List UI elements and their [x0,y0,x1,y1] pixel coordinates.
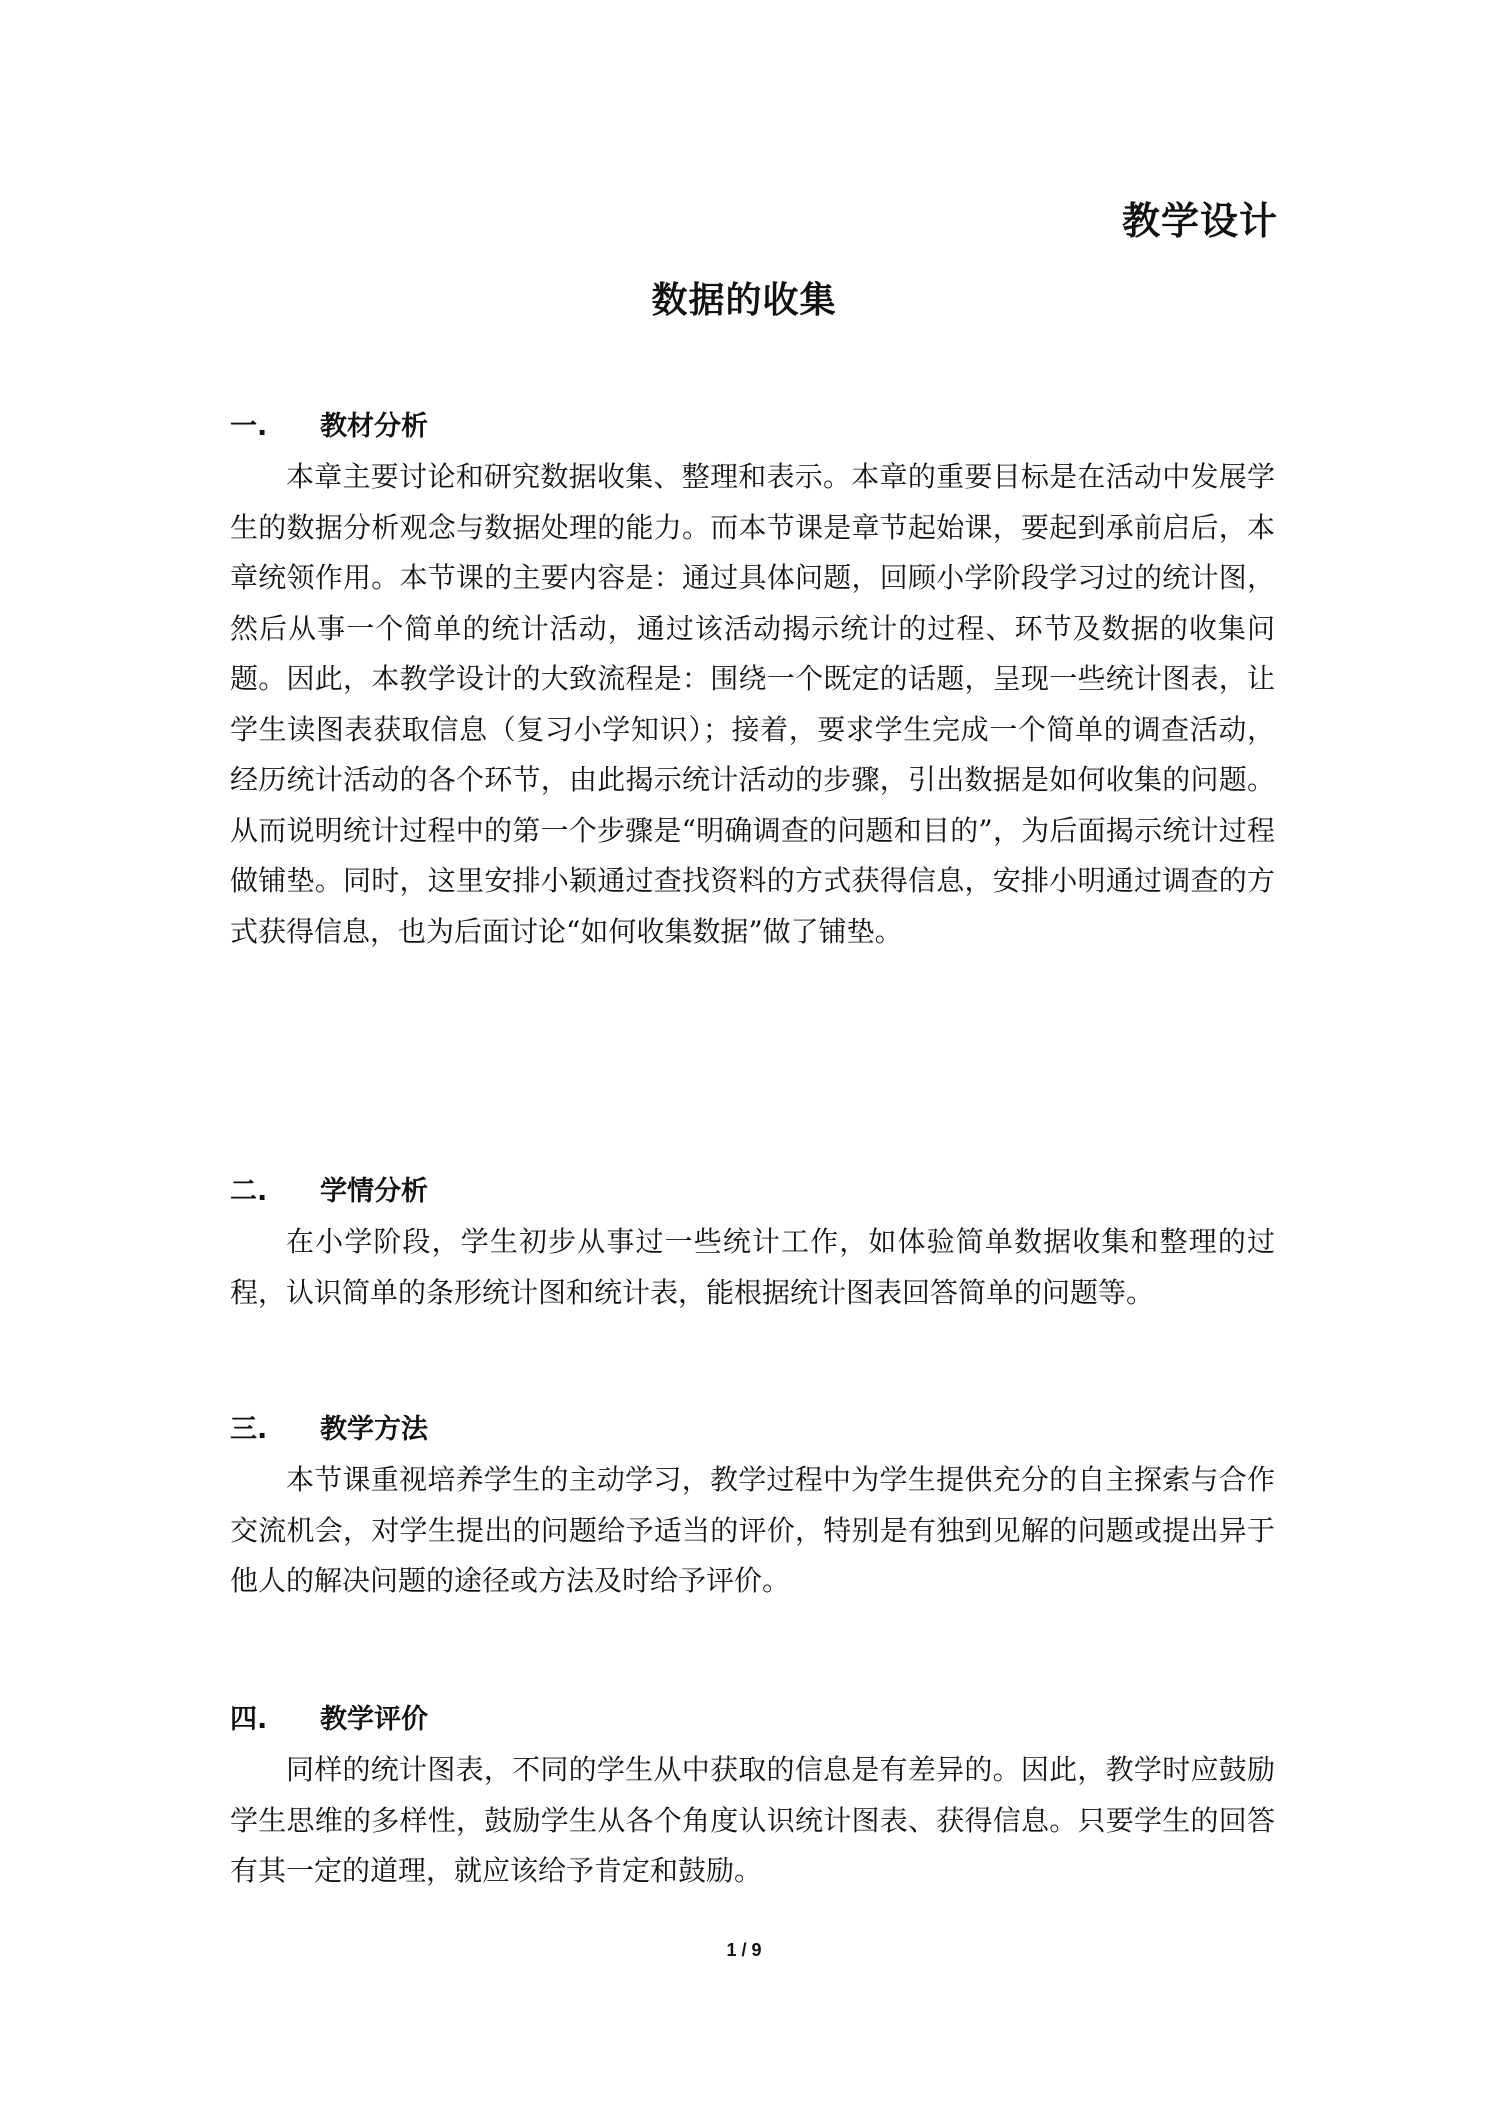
section-title: 教材分析 [320,411,428,442]
section-heading [230,402,1275,452]
document-title: 数据的收集 [651,280,837,321]
section-paragraph: 本章主要讨论和研究数据收集、整理和表示。本章的重要目标是在活动中发展学生的数据分析观念与数据处理的能力。而本节课是章节起始课，要起到承前启后，本章统领作用。本节课的主要内容是：通过具体问题，回顾小学阶段学习过的统计图，然后从事一个简单的统计活动，通过该活动揭示统计的过程、环节及数据的收集问题。因此，本教学设计的大致流程是：围绕一个既定的话题，呈现一些统计图表，让学生读图表获取信息（复习小学知识）；接着，要求学生完成一个简单的调查活动，经历统计活动的各个环节，由此揭示统计活动的步骤，引出数据是如何收集的问题。从而说明统计过程中的第一个步骤是“明确调查的问题和目的”，为后面揭示统计过程做铺垫。同时，这里安排小颖通过查找资料的方式获得信息，安排小明通过调查的方式获得信息，也为后面讨论“如何收集数据”做了铺垫。 [230,460,1275,948]
section-heading [230,1405,1275,1455]
section-title: 教学评价 [320,1704,428,1735]
section-number: 一. [230,411,268,442]
page-number: 1 / 9 [726,1940,762,1960]
section-heading [230,1695,1275,1745]
section-paragraph: 本节课重视培养学生的主动学习，教学过程中为学生提供充分的自主探索与合作交流机会，对学生提出的问题给予适当的评价，特别是有独到见解的问题或提出异于他人的解决问题的途径或方法及时给予评价。 [230,1463,1275,1597]
section-title: 教学方法 [320,1414,428,1445]
section-textbook-analysis [230,402,1275,957]
section-number: 二. [230,1176,268,1207]
section-heading [230,1167,1275,1217]
section-title: 学情分析 [320,1176,428,1207]
section-number: 三. [230,1414,268,1445]
section-teaching-method [230,1405,1275,1607]
document-type-label: 教学设计 [1121,199,1278,243]
section-paragraph: 同样的统计图表，不同的学生从中获取的信息是有差异的。因此，教学时应鼓励学生思维的多样性，鼓励学生从各个角度认识统计图表、获得信息。只要学生的回答有其一定的道理，就应该给予肯定和鼓励。 [230,1753,1275,1887]
section-number: 四. [230,1704,268,1735]
section-paragraph: 在小学阶段，学生初步从事过一些统计工作，如体验简单数据收集和整理的过程，认识简单的条形统计图和统计表，能根据统计图表回答简单的问题等。 [230,1225,1275,1309]
section-teaching-evaluation [230,1695,1275,1897]
section-student-analysis [230,1167,1275,1318]
